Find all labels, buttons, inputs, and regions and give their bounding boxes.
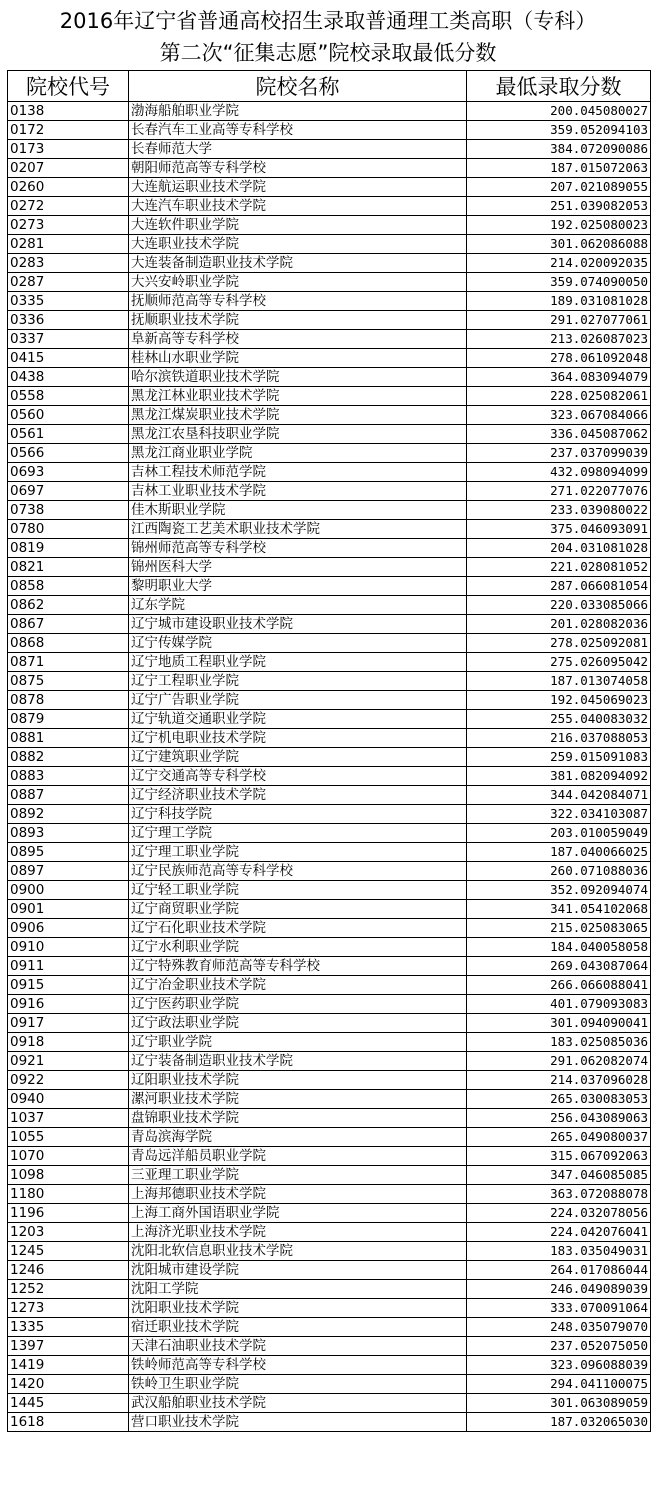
school-name-cell: 辽宁建筑职业学院: [129, 748, 467, 767]
min-score-cell: 333.070091064: [467, 1299, 651, 1318]
table-row: [8, 900, 651, 919]
table-row: [8, 1337, 651, 1356]
school-name-cell: 辽宁政法职业学院: [129, 1014, 467, 1033]
school-name-cell: 漯河职业技术学院: [129, 1090, 467, 1109]
table-row: [8, 938, 651, 957]
table-row: [8, 957, 651, 976]
min-score-cell: 364.083094079: [467, 368, 651, 387]
school-code-cell: 0906: [8, 919, 129, 938]
school-code-cell: 0893: [8, 824, 129, 843]
table-row: [8, 273, 651, 292]
school-name-cell: 辽宁特殊教育师范高等专科学校: [129, 957, 467, 976]
school-code-cell: 0821: [8, 558, 129, 577]
table-row: [8, 1261, 651, 1280]
min-score-cell: 189.031081028: [467, 292, 651, 311]
school-name-cell: 朝阳师范高等专科学校: [129, 159, 467, 178]
school-code-cell: 1419: [8, 1356, 129, 1375]
table-row: [8, 596, 651, 615]
min-score-cell: 344.042084071: [467, 786, 651, 805]
min-score-cell: 260.071088036: [467, 862, 651, 881]
table-row: [8, 691, 651, 710]
table-row: [8, 1147, 651, 1166]
min-score-cell: 336.045087062: [467, 425, 651, 444]
table-row: [8, 387, 651, 406]
min-score-cell: 264.017086044: [467, 1261, 651, 1280]
school-code-cell: 1180: [8, 1185, 129, 1204]
school-code-cell: 1245: [8, 1242, 129, 1261]
table-row: [8, 311, 651, 330]
table-row: [8, 1071, 651, 1090]
school-code-cell: 1252: [8, 1280, 129, 1299]
school-name-cell: 上海邦德职业技术学院: [129, 1185, 467, 1204]
school-code-cell: 0871: [8, 653, 129, 672]
table-row: [8, 577, 651, 596]
school-code-cell: 1246: [8, 1261, 129, 1280]
min-score-cell: 359.052094103: [467, 121, 651, 140]
school-code-cell: 1070: [8, 1147, 129, 1166]
school-code-cell: 0940: [8, 1090, 129, 1109]
table-row: [8, 615, 651, 634]
school-name-cell: 辽宁石化职业技术学院: [129, 919, 467, 938]
school-name-cell: 哈尔滨铁道职业技术学院: [129, 368, 467, 387]
school-code-cell: 0918: [8, 1033, 129, 1052]
min-score-cell: 187.013074058: [467, 672, 651, 691]
table-row: [8, 824, 651, 843]
school-name-cell: 大连职业技术学院: [129, 235, 467, 254]
school-name-cell: 沈阳职业技术学院: [129, 1299, 467, 1318]
school-code-cell: 0868: [8, 634, 129, 653]
table-row: [8, 786, 651, 805]
min-score-cell: 183.035049031: [467, 1242, 651, 1261]
school-code-cell: 1098: [8, 1166, 129, 1185]
school-name-cell: 青岛滨海学院: [129, 1128, 467, 1147]
min-score-cell: 216.037088053: [467, 729, 651, 748]
school-code-cell: 0335: [8, 292, 129, 311]
table-row: [8, 843, 651, 862]
min-score-cell: 278.025092081: [467, 634, 651, 653]
school-name-cell: 铁岭卫生职业学院: [129, 1375, 467, 1394]
table-row: [8, 102, 651, 121]
school-name-cell: 武汉船舶职业技术学院: [129, 1394, 467, 1413]
school-name-cell: 辽宁轨道交通职业学院: [129, 710, 467, 729]
table-row: [8, 539, 651, 558]
school-name-cell: 桂林山水职业学院: [129, 349, 467, 368]
table-row: [8, 729, 651, 748]
table-row: [8, 406, 651, 425]
school-code-cell: 0738: [8, 501, 129, 520]
table-row: [8, 1242, 651, 1261]
school-code-cell: 1196: [8, 1204, 129, 1223]
table-row: [8, 672, 651, 691]
school-name-cell: 辽宁商贸职业学院: [129, 900, 467, 919]
school-name-cell: 大兴安岭职业学院: [129, 273, 467, 292]
table-row: [8, 1204, 651, 1223]
table-row: [8, 634, 651, 653]
table-row: [8, 197, 651, 216]
min-score-cell: 200.045080027: [467, 102, 651, 121]
table-header-row: [8, 71, 651, 102]
min-score-cell: 204.031081028: [467, 539, 651, 558]
min-score-cell: 187.040066025: [467, 843, 651, 862]
school-code-cell: 0337: [8, 330, 129, 349]
table-row: [8, 1052, 651, 1071]
school-name-cell: 黎明职业大学: [129, 577, 467, 596]
min-score-cell: 294.041100075: [467, 1375, 651, 1394]
min-score-cell: 301.094090041: [467, 1014, 651, 1033]
school-name-cell: 辽宁民族师范高等专科学校: [129, 862, 467, 881]
school-code-cell: 0272: [8, 197, 129, 216]
min-score-cell: 347.046085085: [467, 1166, 651, 1185]
school-name-cell: 锦州医科大学: [129, 558, 467, 577]
admission-score-table: [7, 70, 651, 1432]
min-score-cell: 322.034103087: [467, 805, 651, 824]
school-name-cell: 黑龙江农垦科技职业学院: [129, 425, 467, 444]
school-code-cell: 0283: [8, 254, 129, 273]
min-score-cell: 401.079093083: [467, 995, 651, 1014]
table-row: [8, 121, 651, 140]
school-code-cell: 0879: [8, 710, 129, 729]
school-name-cell: 辽宁城市建设职业技术学院: [129, 615, 467, 634]
school-name-cell: 长春师范大学: [129, 140, 467, 159]
min-score-cell: 301.063089059: [467, 1394, 651, 1413]
school-code-cell: 0260: [8, 178, 129, 197]
school-name-cell: 大连航运职业技术学院: [129, 178, 467, 197]
min-score-cell: 246.049089039: [467, 1280, 651, 1299]
table-row: [8, 881, 651, 900]
school-code-cell: 0138: [8, 102, 129, 121]
table-row: [8, 710, 651, 729]
table-row: [8, 1318, 651, 1337]
school-code-cell: 0415: [8, 349, 129, 368]
school-code-cell: 1445: [8, 1394, 129, 1413]
school-code-cell: 0915: [8, 976, 129, 995]
min-score-cell: 192.045069023: [467, 691, 651, 710]
school-code-cell: 0911: [8, 957, 129, 976]
table-row: [8, 1299, 651, 1318]
school-code-cell: 0901: [8, 900, 129, 919]
school-code-cell: 0566: [8, 444, 129, 463]
school-code-cell: 1335: [8, 1318, 129, 1337]
min-score-cell: 237.052075050: [467, 1337, 651, 1356]
table-row: [8, 995, 651, 1014]
school-name-cell: 辽宁机电职业技术学院: [129, 729, 467, 748]
school-name-cell: 三亚理工职业学院: [129, 1166, 467, 1185]
school-name-cell: 黑龙江商业职业学院: [129, 444, 467, 463]
school-code-cell: 0875: [8, 672, 129, 691]
min-score-cell: 259.015091083: [467, 748, 651, 767]
school-code-cell: 0878: [8, 691, 129, 710]
school-name-cell: 辽宁经济职业技术学院: [129, 786, 467, 805]
min-score-cell: 228.025082061: [467, 387, 651, 406]
min-score-cell: 363.072088078: [467, 1185, 651, 1204]
school-code-cell: 0287: [8, 273, 129, 292]
min-score-cell: 265.030083053: [467, 1090, 651, 1109]
school-code-cell: 0917: [8, 1014, 129, 1033]
table-row: [8, 976, 651, 995]
table-row: [8, 767, 651, 786]
min-score-cell: 214.037096028: [467, 1071, 651, 1090]
min-score-cell: 255.040083032: [467, 710, 651, 729]
min-score-cell: 187.015072063: [467, 159, 651, 178]
table-row: [8, 805, 651, 824]
school-code-cell: 0862: [8, 596, 129, 615]
min-score-cell: 224.032078056: [467, 1204, 651, 1223]
min-score-cell: 287.066081054: [467, 577, 651, 596]
header-code: 院校代号: [8, 71, 129, 102]
school-code-cell: 0922: [8, 1071, 129, 1090]
table-row: [8, 1223, 651, 1242]
school-name-cell: 抚顺师范高等专科学校: [129, 292, 467, 311]
school-code-cell: 0897: [8, 862, 129, 881]
school-code-cell: 0910: [8, 938, 129, 957]
school-name-cell: 吉林工业职业技术学院: [129, 482, 467, 501]
school-code-cell: 0883: [8, 767, 129, 786]
school-code-cell: 0819: [8, 539, 129, 558]
school-code-cell: 0882: [8, 748, 129, 767]
min-score-cell: 323.067084066: [467, 406, 651, 425]
school-code-cell: 0887: [8, 786, 129, 805]
school-name-cell: 辽宁理工职业学院: [129, 843, 467, 862]
table-row: [8, 1394, 651, 1413]
min-score-cell: 269.043087064: [467, 957, 651, 976]
table-row: [8, 178, 651, 197]
school-code-cell: 0336: [8, 311, 129, 330]
school-code-cell: 0881: [8, 729, 129, 748]
school-code-cell: 0858: [8, 577, 129, 596]
school-code-cell: 0916: [8, 995, 129, 1014]
min-score-cell: 323.096088039: [467, 1356, 651, 1375]
table-row: [8, 1109, 651, 1128]
min-score-cell: 352.092094074: [467, 881, 651, 900]
school-code-cell: 1273: [8, 1299, 129, 1318]
header-score: 最低录取分数: [467, 71, 651, 102]
min-score-cell: 265.049080037: [467, 1128, 651, 1147]
min-score-cell: 215.025083065: [467, 919, 651, 938]
min-score-cell: 291.027077061: [467, 311, 651, 330]
table-row: [8, 482, 651, 501]
table-row: [8, 1375, 651, 1394]
table-row: [8, 159, 651, 178]
page-subtitle: 第二次“征集志愿”院校录取最低分数: [159, 41, 497, 65]
table-row: [8, 653, 651, 672]
table-row: [8, 425, 651, 444]
min-score-cell: 213.026087023: [467, 330, 651, 349]
table-row: [8, 444, 651, 463]
school-name-cell: 青岛远洋船员职业学院: [129, 1147, 467, 1166]
school-name-cell: 大连装备制造职业技术学院: [129, 254, 467, 273]
table-row: [8, 862, 651, 881]
table-row: [8, 1128, 651, 1147]
school-name-cell: 辽宁水利职业学院: [129, 938, 467, 957]
table-row: [8, 292, 651, 311]
min-score-cell: 256.043089063: [467, 1109, 651, 1128]
min-score-cell: 184.040058058: [467, 938, 651, 957]
school-name-cell: 长春汽车工业高等专科学校: [129, 121, 467, 140]
min-score-cell: 278.061092048: [467, 349, 651, 368]
table-row: [8, 919, 651, 938]
min-score-cell: 192.025080023: [467, 216, 651, 235]
school-code-cell: 0693: [8, 463, 129, 482]
school-name-cell: 沈阳工学院: [129, 1280, 467, 1299]
min-score-cell: 271.022077076: [467, 482, 651, 501]
school-name-cell: 辽东学院: [129, 596, 467, 615]
school-name-cell: 天津石油职业技术学院: [129, 1337, 467, 1356]
school-name-cell: 锦州师范高等专科学校: [129, 539, 467, 558]
school-code-cell: 0281: [8, 235, 129, 254]
min-score-cell: 341.054102068: [467, 900, 651, 919]
school-code-cell: 0900: [8, 881, 129, 900]
table-row: [8, 140, 651, 159]
table-row: [8, 520, 651, 539]
table-row: [8, 1014, 651, 1033]
table-row: [8, 1033, 651, 1052]
school-code-cell: 0921: [8, 1052, 129, 1071]
min-score-cell: 220.033085066: [467, 596, 651, 615]
school-name-cell: 辽阳职业技术学院: [129, 1071, 467, 1090]
table-row: [8, 254, 651, 273]
school-name-cell: 渤海船舶职业学院: [129, 102, 467, 121]
school-code-cell: 0560: [8, 406, 129, 425]
min-score-cell: 201.028082036: [467, 615, 651, 634]
min-score-cell: 214.020092035: [467, 254, 651, 273]
min-score-cell: 207.021089055: [467, 178, 651, 197]
school-name-cell: 上海工商外国语职业学院: [129, 1204, 467, 1223]
school-name-cell: 辽宁地质工程职业学院: [129, 653, 467, 672]
min-score-cell: 233.039080022: [467, 501, 651, 520]
min-score-cell: 187.032065030: [467, 1413, 651, 1432]
school-code-cell: 0172: [8, 121, 129, 140]
school-name-cell: 阜新高等专科学校: [129, 330, 467, 349]
school-name-cell: 辽宁广告职业学院: [129, 691, 467, 710]
school-code-cell: 0207: [8, 159, 129, 178]
school-code-cell: 1203: [8, 1223, 129, 1242]
school-name-cell: 营口职业技术学院: [129, 1413, 467, 1432]
school-name-cell: 辽宁装备制造职业技术学院: [129, 1052, 467, 1071]
school-code-cell: 0895: [8, 843, 129, 862]
min-score-cell: 275.026095042: [467, 653, 651, 672]
min-score-cell: 251.039082053: [467, 197, 651, 216]
school-name-cell: 大连软件职业学院: [129, 216, 467, 235]
table-row: [8, 463, 651, 482]
table-row: [8, 330, 651, 349]
school-code-cell: 0438: [8, 368, 129, 387]
school-code-cell: 0780: [8, 520, 129, 539]
min-score-cell: 224.042076041: [467, 1223, 651, 1242]
table-row: [8, 1356, 651, 1375]
school-code-cell: 0558: [8, 387, 129, 406]
school-name-cell: 辽宁医药职业学院: [129, 995, 467, 1014]
min-score-cell: 248.035079070: [467, 1318, 651, 1337]
school-name-cell: 大连汽车职业技术学院: [129, 197, 467, 216]
table-row: [8, 1185, 651, 1204]
min-score-cell: 237.037099039: [467, 444, 651, 463]
school-code-cell: 0173: [8, 140, 129, 159]
school-code-cell: 1037: [8, 1109, 129, 1128]
min-score-cell: 301.062086088: [467, 235, 651, 254]
min-score-cell: 266.066088041: [467, 976, 651, 995]
school-code-cell: 1420: [8, 1375, 129, 1394]
school-name-cell: 黑龙江煤炭职业技术学院: [129, 406, 467, 425]
table-row: [8, 368, 651, 387]
school-name-cell: 辽宁轻工职业学院: [129, 881, 467, 900]
table-row: [8, 1090, 651, 1109]
table-row: [8, 1413, 651, 1432]
table-row: [8, 501, 651, 520]
table-row: [8, 235, 651, 254]
min-score-cell: 203.010059049: [467, 824, 651, 843]
school-name-cell: 抚顺职业技术学院: [129, 311, 467, 330]
school-name-cell: 辽宁交通高等专科学校: [129, 767, 467, 786]
school-code-cell: 1618: [8, 1413, 129, 1432]
school-code-cell: 0892: [8, 805, 129, 824]
school-name-cell: 辽宁理工学院: [129, 824, 467, 843]
min-score-cell: 183.025085036: [467, 1033, 651, 1052]
school-code-cell: 1397: [8, 1337, 129, 1356]
school-name-cell: 黑龙江林业职业技术学院: [129, 387, 467, 406]
school-name-cell: 辽宁科技学院: [129, 805, 467, 824]
min-score-cell: 384.072090086: [467, 140, 651, 159]
min-score-cell: 381.082094092: [467, 767, 651, 786]
table-row: [8, 558, 651, 577]
school-code-cell: 0273: [8, 216, 129, 235]
school-name-cell: 沈阳北软信息职业技术学院: [129, 1242, 467, 1261]
table-row: [8, 349, 651, 368]
min-score-cell: 375.046093091: [467, 520, 651, 539]
table-body: [8, 102, 651, 1432]
school-code-cell: 0561: [8, 425, 129, 444]
min-score-cell: 359.074090050: [467, 273, 651, 292]
page-title: 2016年辽宁省普通高校招生录取普通理工类高职（专科）: [59, 9, 597, 33]
min-score-cell: 221.028081052: [467, 558, 651, 577]
table-row: [8, 1280, 651, 1299]
table-row: [8, 1166, 651, 1185]
table-row: [8, 216, 651, 235]
school-code-cell: 0867: [8, 615, 129, 634]
school-name-cell: 佳木斯职业学院: [129, 501, 467, 520]
school-name-cell: 铁岭师范高等专科学校: [129, 1356, 467, 1375]
min-score-cell: 315.067092063: [467, 1147, 651, 1166]
school-name-cell: 沈阳城市建设学院: [129, 1261, 467, 1280]
school-name-cell: 盘锦职业技术学院: [129, 1109, 467, 1128]
school-code-cell: 1055: [8, 1128, 129, 1147]
school-name-cell: 辽宁传媒学院: [129, 634, 467, 653]
school-name-cell: 吉林工程技术师范学院: [129, 463, 467, 482]
school-name-cell: 辽宁冶金职业技术学院: [129, 976, 467, 995]
table-row: [8, 748, 651, 767]
school-name-cell: 上海济光职业技术学院: [129, 1223, 467, 1242]
school-name-cell: 江西陶瓷工艺美术职业技术学院: [129, 520, 467, 539]
min-score-cell: 291.062082074: [467, 1052, 651, 1071]
min-score-cell: 432.098094099: [467, 463, 651, 482]
school-code-cell: 0697: [8, 482, 129, 501]
school-name-cell: 宿迁职业技术学院: [129, 1318, 467, 1337]
school-name-cell: 辽宁工程职业学院: [129, 672, 467, 691]
school-name-cell: 辽宁职业学院: [129, 1033, 467, 1052]
header-name: 院校名称: [129, 71, 467, 102]
